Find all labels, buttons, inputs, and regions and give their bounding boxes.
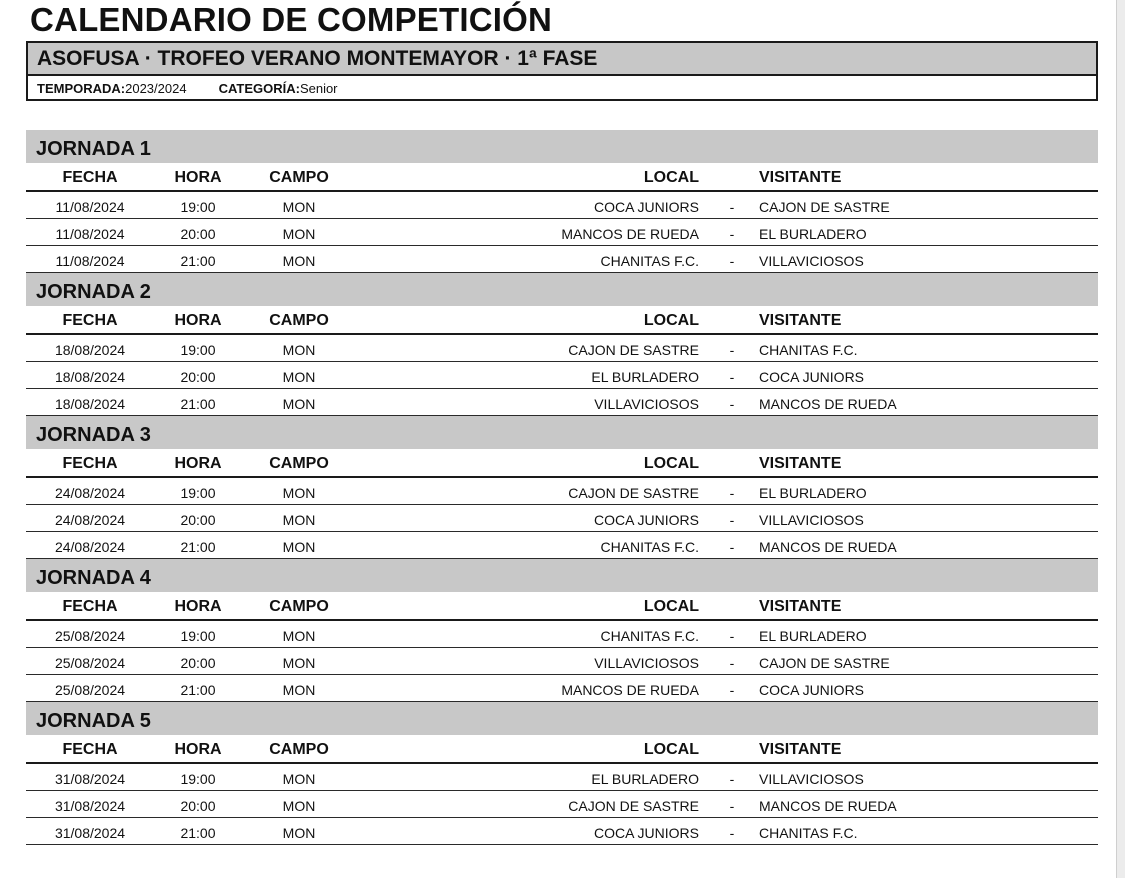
match-hora: 19:00: [180, 628, 216, 644]
col-hora: HORA: [174, 312, 222, 329]
match-fecha: 11/08/2024: [55, 199, 125, 215]
match-local: CAJON DE SASTRE: [568, 342, 699, 358]
match-fecha: 25/08/2024: [54, 655, 126, 671]
column-header-row: [26, 163, 1098, 192]
page-edge: [1116, 0, 1125, 878]
match-visitante: MANCOS DE RUEDA: [759, 396, 897, 412]
match-hora: 20:00: [180, 226, 216, 242]
competition-name: ASOFUSA · TROFEO VERANO MONTEMAYOR · 1ª FASE: [28, 43, 1096, 76]
match-separator: -: [729, 199, 735, 215]
match-local: CHANITAS F.C.: [600, 253, 699, 269]
jornada-title: JORNADA 1: [26, 130, 1098, 163]
match-fecha: 25/08/2024: [54, 628, 126, 644]
col-local: LOCAL: [643, 598, 699, 615]
match-hora: 20:00: [180, 512, 216, 528]
match-visitante: CHANITAS F.C.: [759, 825, 858, 841]
match-visitante: VILLAVICIOSOS: [759, 771, 864, 787]
match-row: [26, 532, 1098, 559]
match-visitante: VILLAVICIOSOS: [759, 512, 864, 528]
match-separator: -: [729, 396, 735, 412]
match-fecha: 18/08/2024: [54, 342, 126, 358]
col-fecha: FECHA: [62, 741, 118, 758]
match-campo: MON: [282, 485, 316, 501]
match-hora: 20:00: [180, 655, 216, 671]
match-separator: -: [729, 682, 735, 698]
col-visitante: VISITANTE: [759, 598, 842, 615]
col-hora: HORA: [174, 741, 222, 758]
column-header-row: [26, 306, 1098, 335]
match-hora: 21:00: [180, 253, 216, 269]
match-fecha: 25/08/2024: [54, 682, 126, 698]
match-fecha: 18/08/2024: [54, 396, 126, 412]
column-header-row: [26, 592, 1098, 621]
match-row: [26, 478, 1098, 505]
match-local: MANCOS DE RUEDA: [561, 682, 699, 698]
match-campo: MON: [282, 369, 316, 385]
match-visitante: EL BURLADERO: [759, 628, 867, 644]
col-fecha: FECHA: [62, 455, 118, 472]
match-row: [26, 791, 1098, 818]
match-local: COCA JUNIORS: [593, 512, 699, 528]
match-separator: -: [729, 253, 735, 269]
category-value: Senior: [299, 81, 338, 96]
match-local: EL BURLADERO: [591, 369, 699, 385]
match-fecha: 24/08/2024: [54, 539, 126, 555]
match-hora: 21:00: [180, 396, 216, 412]
match-visitante: MANCOS DE RUEDA: [759, 539, 897, 555]
match-row: [26, 818, 1098, 845]
col-campo: CAMPO: [269, 169, 329, 186]
match-hora: 21:00: [180, 825, 216, 841]
match-separator: -: [729, 342, 735, 358]
match-row: [26, 621, 1098, 648]
match-campo: MON: [282, 396, 316, 412]
match-campo: MON: [282, 253, 316, 269]
match-fecha: 31/08/2024: [54, 771, 126, 787]
season-value: 2023/2024: [125, 81, 187, 96]
match-campo: MON: [282, 512, 316, 528]
match-fecha: 11/08/2024: [55, 226, 125, 242]
jornada-block: [26, 130, 1098, 273]
jornada-block: [26, 416, 1098, 559]
match-separator: -: [729, 825, 735, 841]
match-fecha: 11/08/2024: [55, 253, 125, 269]
match-row: [26, 362, 1098, 389]
schedule: [26, 130, 1098, 845]
col-local: LOCAL: [643, 455, 699, 472]
match-campo: MON: [282, 226, 316, 242]
match-local: CHANITAS F.C.: [600, 628, 699, 644]
match-local: MANCOS DE RUEDA: [561, 226, 699, 242]
match-row: [26, 192, 1098, 219]
match-row: [26, 389, 1098, 416]
match-local: VILLAVICIOSOS: [594, 655, 699, 671]
jornada-block: [26, 559, 1098, 702]
column-header-row: [26, 449, 1098, 478]
match-campo: MON: [282, 539, 316, 555]
jornada-block: [26, 273, 1098, 416]
match-campo: MON: [282, 682, 316, 698]
match-visitante: COCA JUNIORS: [759, 369, 865, 385]
match-hora: 20:00: [180, 798, 216, 814]
match-hora: 19:00: [180, 199, 216, 215]
match-campo: MON: [282, 628, 316, 644]
col-hora: HORA: [174, 598, 222, 615]
match-separator: -: [729, 226, 735, 242]
column-header-row: [26, 735, 1098, 764]
jornada-title: JORNADA 2: [26, 273, 1098, 306]
match-row: [26, 764, 1098, 791]
season-label: TEMPORADA:: [37, 81, 126, 96]
match-local: VILLAVICIOSOS: [594, 396, 699, 412]
col-visitante: VISITANTE: [759, 741, 842, 758]
match-hora: 19:00: [180, 342, 216, 358]
col-fecha: FECHA: [62, 598, 118, 615]
jornada-title: JORNADA 4: [26, 559, 1098, 592]
col-campo: CAMPO: [269, 741, 329, 758]
match-separator: -: [729, 771, 735, 787]
match-row: [26, 219, 1098, 246]
match-hora: 21:00: [180, 539, 216, 555]
meta-line: [28, 76, 1096, 101]
match-visitante: EL BURLADERO: [759, 226, 867, 242]
col-campo: CAMPO: [269, 598, 329, 615]
match-row: [26, 675, 1098, 702]
col-campo: CAMPO: [269, 455, 329, 472]
match-separator: -: [729, 485, 735, 501]
match-visitante: CHANITAS F.C.: [759, 342, 858, 358]
match-visitante: CAJON DE SASTRE: [759, 655, 890, 671]
jornada-title: JORNADA 3: [26, 416, 1098, 449]
col-visitante: VISITANTE: [759, 455, 842, 472]
match-separator: -: [729, 369, 735, 385]
match-visitante: EL BURLADERO: [759, 485, 867, 501]
match-hora: 21:00: [180, 682, 216, 698]
match-local: EL BURLADERO: [591, 771, 699, 787]
match-fecha: 24/08/2024: [54, 485, 126, 501]
match-row: [26, 246, 1098, 273]
match-fecha: 31/08/2024: [54, 825, 126, 841]
match-local: CAJON DE SASTRE: [568, 485, 699, 501]
match-campo: MON: [282, 199, 316, 215]
match-fecha: 31/08/2024: [54, 798, 126, 814]
match-separator: -: [729, 512, 735, 528]
col-hora: HORA: [174, 455, 222, 472]
match-campo: MON: [282, 771, 316, 787]
match-separator: -: [729, 539, 735, 555]
match-hora: 19:00: [180, 771, 216, 787]
match-visitante: CAJON DE SASTRE: [759, 199, 890, 215]
match-fecha: 24/08/2024: [54, 512, 126, 528]
col-fecha: FECHA: [62, 169, 118, 186]
jornada-title: JORNADA 5: [26, 702, 1098, 735]
match-visitante: COCA JUNIORS: [759, 682, 865, 698]
col-visitante: VISITANTE: [759, 312, 842, 329]
match-local: CHANITAS F.C.: [600, 539, 699, 555]
col-local: LOCAL: [643, 741, 699, 758]
match-row: [26, 335, 1098, 362]
match-fecha: 18/08/2024: [54, 369, 126, 385]
col-visitante: VISITANTE: [759, 169, 842, 186]
match-campo: MON: [282, 825, 316, 841]
match-hora: 19:00: [180, 485, 216, 501]
match-row: [26, 505, 1098, 532]
page-title: CALENDARIO DE COMPETICIÓN: [30, 1, 553, 38]
col-local: LOCAL: [643, 169, 699, 186]
competition-header: [26, 41, 1098, 101]
match-local: COCA JUNIORS: [593, 825, 699, 841]
match-campo: MON: [282, 342, 316, 358]
match-visitante: VILLAVICIOSOS: [759, 253, 864, 269]
match-visitante: MANCOS DE RUEDA: [759, 798, 897, 814]
col-fecha: FECHA: [62, 312, 118, 329]
match-row: [26, 648, 1098, 675]
match-separator: -: [729, 628, 735, 644]
category-label: CATEGORÍA:: [218, 81, 300, 96]
match-local: CAJON DE SASTRE: [568, 798, 699, 814]
col-hora: HORA: [174, 169, 222, 186]
match-separator: -: [729, 798, 735, 814]
match-campo: MON: [282, 798, 316, 814]
jornada-block: [26, 702, 1098, 845]
match-hora: 20:00: [180, 369, 216, 385]
match-separator: -: [729, 655, 735, 671]
col-campo: CAMPO: [269, 312, 329, 329]
col-local: LOCAL: [643, 312, 699, 329]
match-campo: MON: [282, 655, 316, 671]
match-local: COCA JUNIORS: [593, 199, 699, 215]
